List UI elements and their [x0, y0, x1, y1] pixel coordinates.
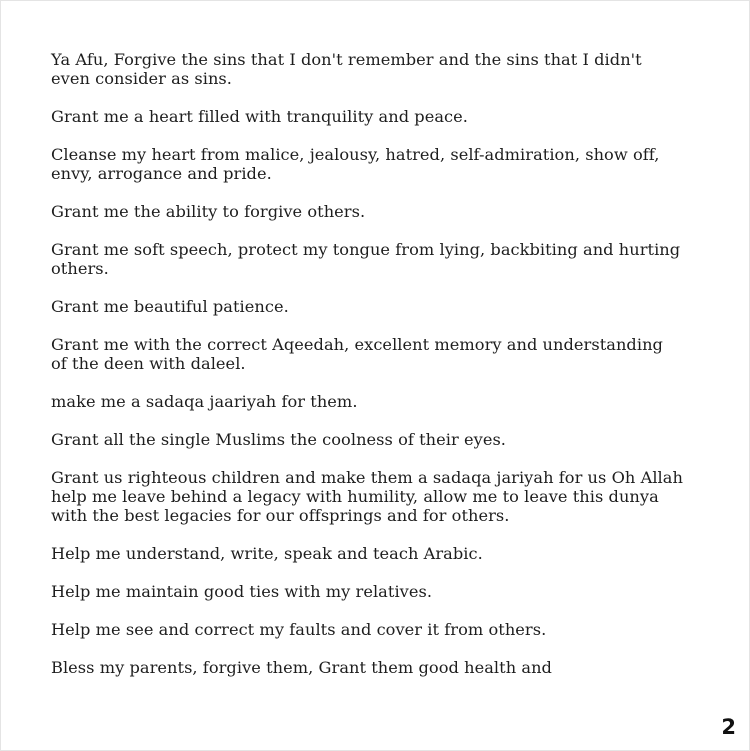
dua-paragraph-7: Grant me with the correct Aqeedah, excellent memory and understanding of the deen with daleel. [51, 335, 663, 373]
dua-paragraph-10: Grant us righteous children and make them a sadaqa jariyah for us Oh Allah help me leave behind a legacy with humility, allow me to leave this dunya with the best legacies for our offsprings and for others. [51, 468, 683, 525]
dua-paragraph-13: Help me see and correct my faults and cover it from others. [51, 620, 547, 639]
dua-paragraph-2: Grant me a heart filled with tranquility and peace. [51, 107, 468, 126]
dua-paragraph-1: Ya Afu, Forgive the sins that I don't remember and the sins that I didn't even consider as sins. [51, 50, 642, 88]
page-number: 2 [721, 715, 736, 739]
dua-paragraph-5: Grant me soft speech, protect my tongue from lying, backbiting and hurting others. [51, 240, 681, 278]
dua-paragraph-12: Help me maintain good ties with my relatives. [51, 582, 433, 601]
dua-paragraph-11: Help me understand, write, speak and teach Arabic. [51, 544, 483, 563]
dua-paragraph-4: Grant me the ability to forgive others. [51, 202, 366, 221]
dua-paragraph-6: Grant me beautiful patience. [51, 297, 289, 316]
dua-paragraph-3: Cleanse my heart from malice, jealousy, hatred, self-admiration, show off, envy, arrogance and pride. [51, 145, 660, 183]
dua-paragraph-8: make me a sadaqa jaariyah for them. [51, 392, 358, 411]
dua-paragraph-9: Grant all the single Muslims the coolness of their eyes. [51, 430, 507, 449]
dua-paragraph-14: Bless my parents, forgive them, Grant them good health and [51, 658, 552, 677]
dua-text-body [51, 50, 721, 696]
